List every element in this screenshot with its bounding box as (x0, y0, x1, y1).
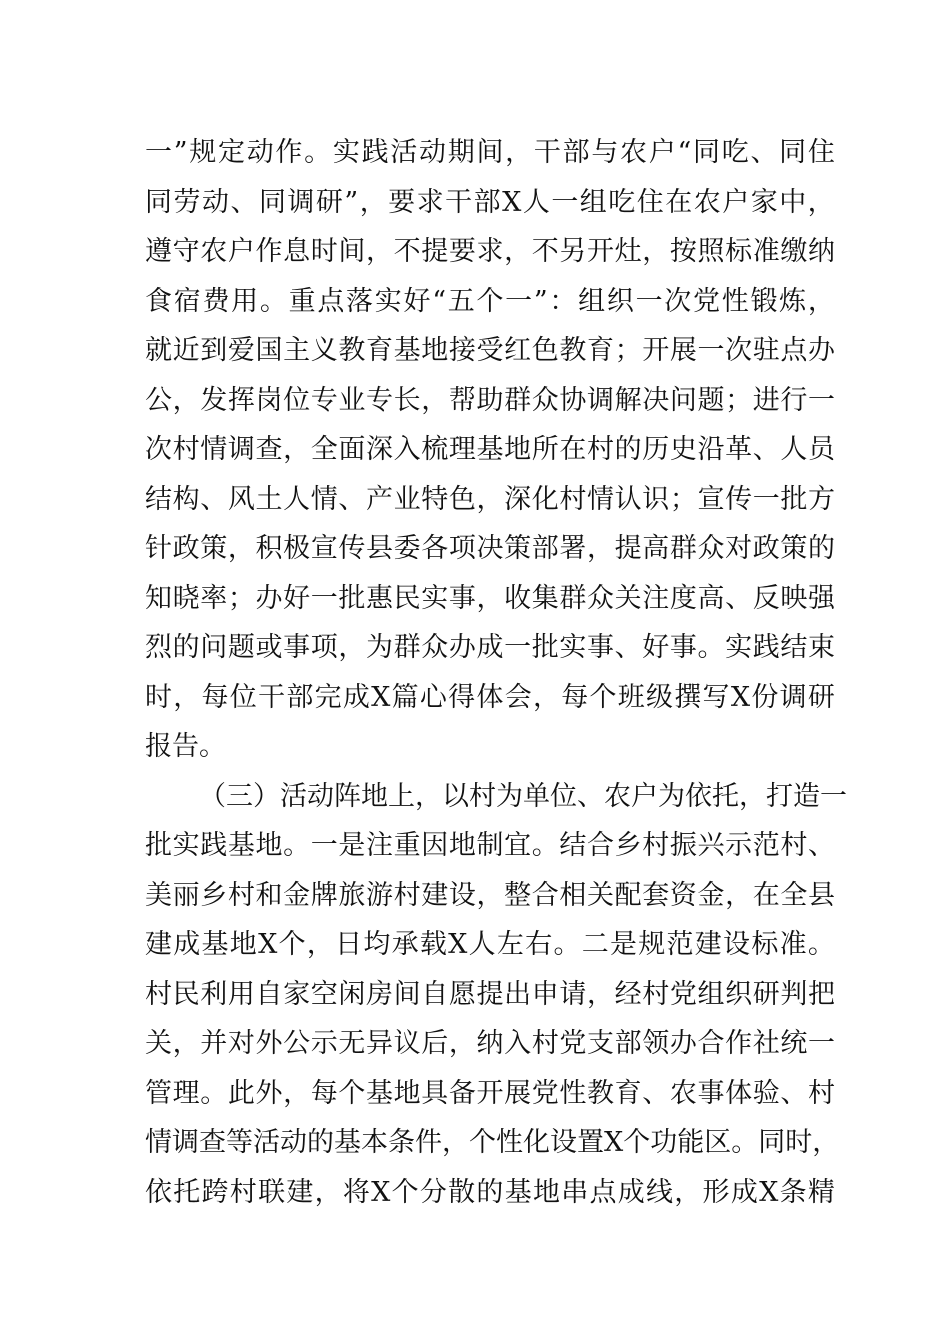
text-line: 知 晓 率 ； 办 好 一 批 惠 民 实 事 ， 收 集 群 众 关 注 度 高 、 反 映 强 (145, 582, 835, 614)
text-line: 公 ， 发 挥 岗 位 专 业 专 长 ， 帮 助 群 众 协 调 解 决 问 题 ； 进 行 一 (145, 384, 835, 416)
body-text (145, 128, 847, 1217)
text-line: 村 民 利 用 自 家 空 闲 房 间 自 愿 提 出 申 请 ， 经 村 党 组 织 研 判 把 (145, 978, 835, 1010)
text-line: 食 宿 费 用 。 重 点 落 实 好 “ 五 个 一 ” ： 组 织 一 次 党 性 锻 炼 ， (145, 285, 835, 317)
text-line: 关 ， 并 对 外 公 示 无 异 议 后 ， 纳 入 村 党 支 部 领 办 合 作 社 统 一 (145, 1028, 835, 1059)
text-line: 就 近 到 爱 国 主 义 教 育 基 地 接 受 红 色 教 育 ； 开 展 一 次 驻 点 办 (145, 335, 835, 366)
text-line: 建 成 基 地 X 个 ， 日 均 承 载 X 人 左 右 。 二 是 规 范 建 设 标 准 。 (145, 929, 835, 960)
paragraph-start-line: （ 三 ） 活 动 阵 地 上 ， 以 村 为 单 位 、 农 户 为 依 托 ， 打 造 一 (199, 780, 847, 812)
text-line: 遵 守 农 户 作 息 时 间 ， 不 提 要 求 ， 不 另 开 灶 ， 按 照 标 准 缴 纳 (145, 236, 835, 267)
paragraph-end-line: 报告。 (145, 731, 226, 762)
text-line: 针 政 策 ， 积 极 宣 传 县 委 各 项 决 策 部 署 ， 提 高 群 众 对 政 策 的 (145, 533, 835, 564)
text-line: 结 构 、 风 土 人 情 、 产 业 特 色 ， 深 化 村 情 认 识 ； 宣 传 一 批 方 (145, 483, 835, 515)
text-line: 烈 的 问 题 或 事 项 ， 为 群 众 办 成 一 批 实 事 、 好 事 。 实 践 结 束 (145, 632, 835, 663)
text-line: 同 劳 动 、 同 调 研 ” ， 要 求 干 部 X 人 一 组 吃 住 在 农 户 家 中 ， (145, 186, 835, 218)
text-line: 美 丽 乡 村 和 金 牌 旅 游 村 建 设 ， 整 合 相 关 配 套 资 金 ， 在 全 县 (145, 879, 835, 911)
text-line: 时 ， 每 位 干 部 完 成 X 篇 心 得 体 会 ， 每 个 班 级 撰 写 X 份 调 研 (145, 681, 835, 713)
text-line: 依 托 跨 村 联 建 ， 将 X 个 分 散 的 基 地 串 点 成 线 ， 形 成 X 条 精 (145, 1176, 835, 1208)
text-line: 情 调 查 等 活 动 的 基 本 条 件 ， 个 性 化 设 置 X 个 功 能 区 。 同 时 ， (145, 1127, 840, 1158)
text-line: 一 ” 规 定 动 作 。 实 践 活 动 期 间 ， 干 部 与 农 户 “ 同 吃 、 同 住 (145, 137, 835, 168)
text-line: 批 实 践 基 地 。 一 是 注 重 因 地 制 宜 。 结 合 乡 村 振 兴 示 范 村 、 (145, 830, 835, 861)
text-line: 次 村 情 调 查 ， 全 面 深 入 梳 理 基 地 所 在 村 的 历 史 沿 革 、 人 员 (145, 434, 835, 465)
text-line: 管 理 。 此 外 ， 每 个 基 地 具 备 开 展 党 性 教 育 、 农 事 体 验 、 村 (145, 1077, 835, 1109)
